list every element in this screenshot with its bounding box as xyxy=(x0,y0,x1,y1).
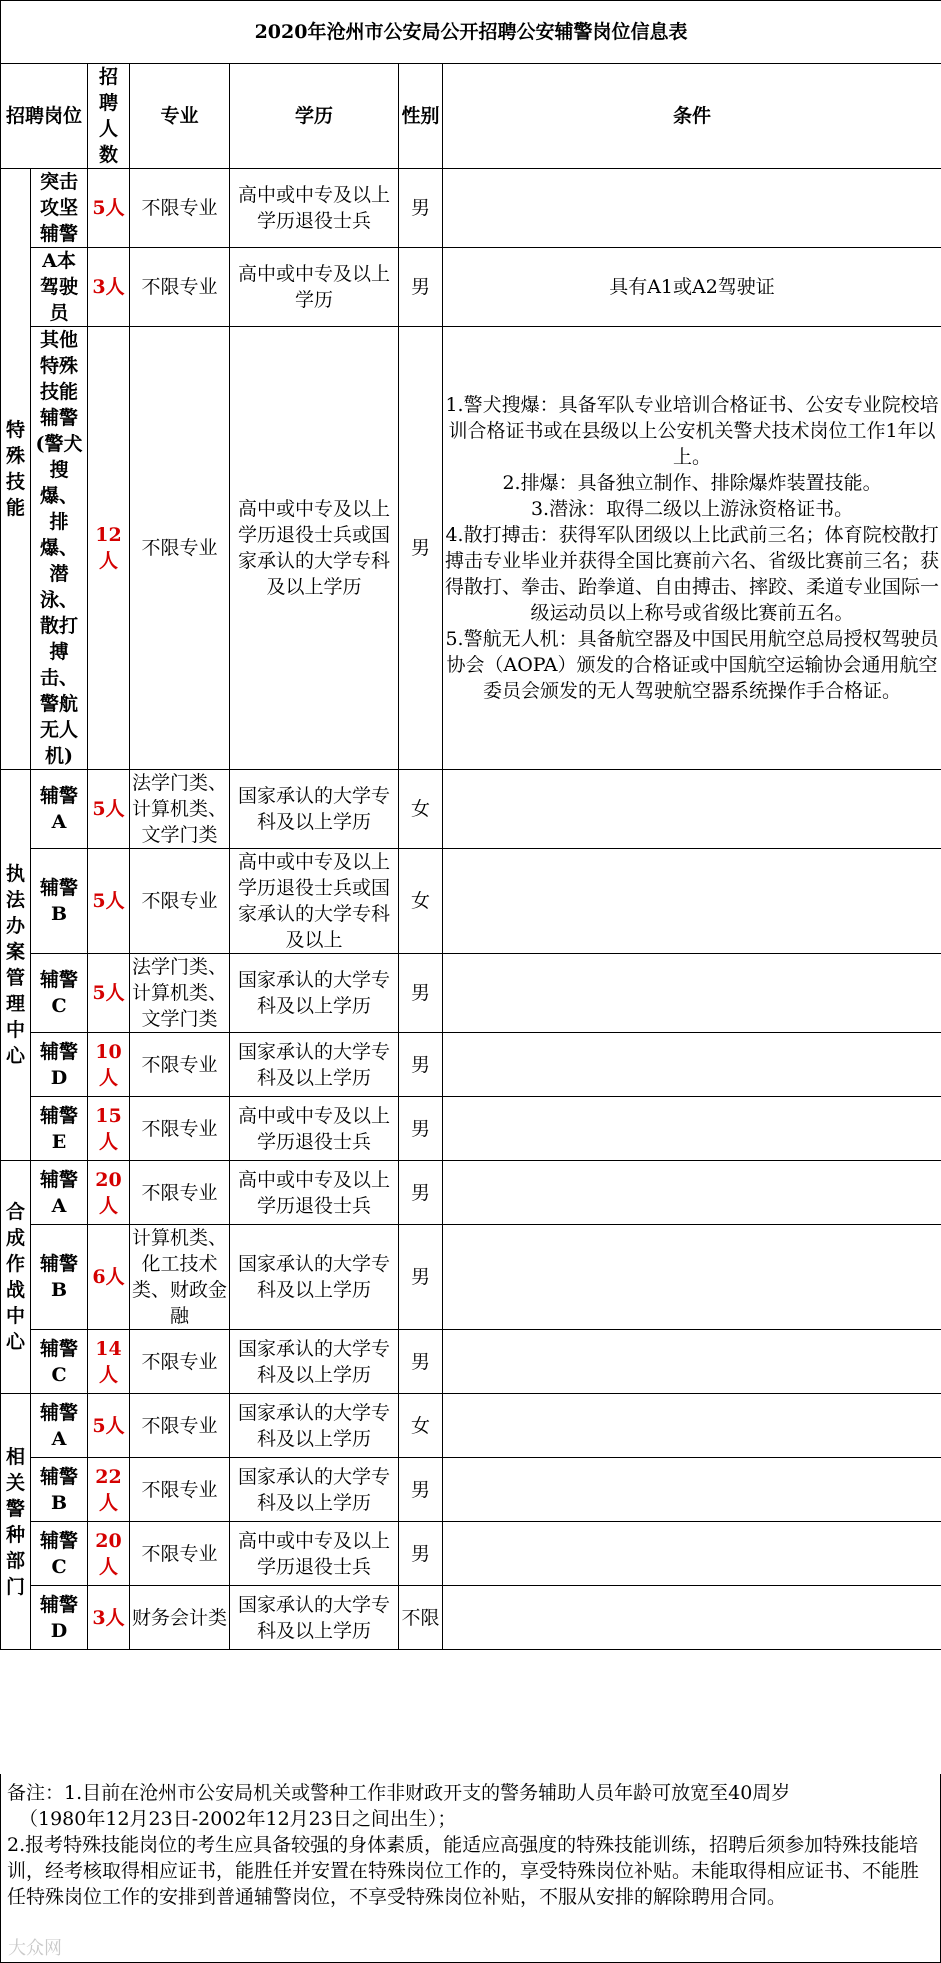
table-row xyxy=(1,327,941,770)
education-cell: 国家承认的大学专科及以上学历 xyxy=(230,954,399,1033)
major-cell: 不限专业 xyxy=(130,1033,230,1097)
table-row xyxy=(1,954,941,1033)
major-cell: 不限专业 xyxy=(130,1394,230,1458)
major-cell: 不限专业 xyxy=(130,169,230,248)
condition-item: 1.警犬搜爆：具备军队专业培训合格证书、公安专业院校培训合格证书或在县级以上公安机关警犬技术岗位工作1年以上。 xyxy=(445,394,939,468)
gender-cell: 不限 xyxy=(399,1586,443,1650)
table-row xyxy=(1,849,941,954)
header-condition: 条件 xyxy=(443,64,941,169)
condition-item: 3.潜泳：取得二级以上游泳资格证书。 xyxy=(530,498,854,520)
major-cell: 法学门类、计算机类、文学门类 xyxy=(130,770,230,849)
gender-cell: 女 xyxy=(399,1394,443,1458)
gender-cell: 女 xyxy=(399,849,443,954)
count-cell: 10人 xyxy=(88,1033,130,1097)
group-name: 相关警种部门 xyxy=(1,1394,31,1650)
condition-cell xyxy=(443,1394,941,1458)
condition-cell xyxy=(443,770,941,849)
condition-item: 5.警航无人机：具备航空器及中国民用航空总局授权驾驶员协会（AOPA）颁发的合格证或中国航空运输协会通用航空委员会颁发的无人驾驶航空器系统操作手合格证。 xyxy=(445,628,939,702)
education-cell: 高中或中专及以上学历 xyxy=(230,248,399,327)
condition-cell xyxy=(443,327,941,770)
education-cell: 国家承认的大学专科及以上学历 xyxy=(230,1458,399,1522)
position-cell: A本驾驶员 xyxy=(31,248,88,327)
position-cell: 辅警B xyxy=(31,1225,88,1330)
group-name: 合成作战中心 xyxy=(1,1161,31,1394)
condition-cell xyxy=(443,1161,941,1225)
count-cell: 22人 xyxy=(88,1458,130,1522)
position-cell: 突击攻坚辅警 xyxy=(31,169,88,248)
count-cell: 5人 xyxy=(88,954,130,1033)
education-cell: 国家承认的大学专科及以上学历 xyxy=(230,1586,399,1650)
position-cell: 辅警B xyxy=(31,849,88,954)
table-row xyxy=(1,1033,941,1097)
count-cell: 5人 xyxy=(88,1394,130,1458)
major-cell: 不限专业 xyxy=(130,849,230,954)
condition-cell: 具有A1或A2驾驶证 xyxy=(443,248,941,327)
major-cell: 不限专业 xyxy=(130,327,230,770)
condition-cell xyxy=(443,1330,941,1394)
count-cell: 6人 xyxy=(88,1225,130,1330)
position-cell: 辅警E xyxy=(31,1097,88,1161)
page-title: 2020年沧州市公安局公开招聘公安辅警岗位信息表 xyxy=(1,1,941,64)
condition-item: 4.散打搏击：获得军队团级以上比武前三名；体育院校散打搏击专业毕业并获得全国比赛前六名、省级比赛前三名；获得散打、拳击、跆拳道、自由搏击、摔跤、柔道专业国际一级运动员以上称号或省级比赛前五名。 xyxy=(445,524,940,624)
condition-cell xyxy=(443,169,941,248)
table-row xyxy=(1,1586,941,1650)
count-cell: 3人 xyxy=(88,248,130,327)
education-cell: 国家承认的大学专科及以上学历 xyxy=(230,1033,399,1097)
education-cell: 高中或中专及以上学历退役士兵或国家承认的大学专科及以上 xyxy=(230,849,399,954)
gender-cell: 男 xyxy=(399,1161,443,1225)
gender-cell: 男 xyxy=(399,1458,443,1522)
position-cell: 辅警A xyxy=(31,770,88,849)
gender-cell: 男 xyxy=(399,1225,443,1330)
position-cell: 辅警C xyxy=(31,1330,88,1394)
note-line-1: 备注：1.目前在沧州市公安局机关或警种工作非财政开支的警务辅助人员年龄可放宽至40周岁 xyxy=(7,1782,791,1804)
table-row xyxy=(1,1458,941,1522)
header-position: 招聘岗位 xyxy=(1,64,88,169)
note-line-2: 2.报考特殊技能岗位的考生应具备较强的身体素质，能适应高强度的特殊技能训练，招聘后须参加特殊技能培训，经考核取得相应证书，能胜任并安置在特殊岗位工作的，享受特殊岗位补贴。未能取得相应证书、不能胜任特殊岗位工作的安排到普通辅警岗位，不享受特殊岗位补贴，不服从安排的解除聘用合同。 xyxy=(7,1834,920,1908)
count-cell: 12人 xyxy=(88,327,130,770)
condition-cell xyxy=(443,1522,941,1586)
count-cell: 15人 xyxy=(88,1097,130,1161)
major-cell: 法学门类、计算机类、文学门类 xyxy=(130,954,230,1033)
gender-cell: 女 xyxy=(399,770,443,849)
gender-cell: 男 xyxy=(399,1097,443,1161)
table-row xyxy=(1,1394,941,1458)
education-cell: 国家承认的大学专科及以上学历 xyxy=(230,1330,399,1394)
gender-cell: 男 xyxy=(399,169,443,248)
group-name: 执法办案管理中心 xyxy=(1,770,31,1161)
condition-cell xyxy=(443,954,941,1033)
position-cell: 辅警C xyxy=(31,954,88,1033)
condition-item: 2.排爆：具备独立制作、排除爆炸装置技能。 xyxy=(502,472,882,494)
position-cell: 其他特殊技能辅警(警犬搜爆、排爆、潜泳、散打搏击、警航无人机) xyxy=(31,327,88,770)
header-education: 学历 xyxy=(230,64,399,169)
header-count: 招聘人数 xyxy=(88,64,130,169)
group-name: 特殊技能 xyxy=(1,169,31,770)
education-cell: 高中或中专及以上学历退役士兵 xyxy=(230,169,399,248)
gender-cell: 男 xyxy=(399,1033,443,1097)
header-gender: 性别 xyxy=(399,64,443,169)
condition-cell xyxy=(443,1033,941,1097)
count-cell: 20人 xyxy=(88,1161,130,1225)
note-line-1b: （1980年12月23日-2002年12月23日之间出生）； xyxy=(19,1808,457,1830)
position-cell: 辅警A xyxy=(31,1161,88,1225)
education-cell: 高中或中专及以上学历退役士兵 xyxy=(230,1522,399,1586)
condition-cell xyxy=(443,1458,941,1522)
gender-cell: 男 xyxy=(399,327,443,770)
notes-section xyxy=(0,1774,941,1963)
education-cell: 国家承认的大学专科及以上学历 xyxy=(230,770,399,849)
gender-cell: 男 xyxy=(399,1522,443,1586)
education-cell: 高中或中专及以上学历退役士兵 xyxy=(230,1097,399,1161)
count-cell: 20人 xyxy=(88,1522,130,1586)
table-row xyxy=(1,1225,941,1330)
condition-cell xyxy=(443,1225,941,1330)
table-row xyxy=(1,169,941,248)
education-cell: 高中或中专及以上学历退役士兵 xyxy=(230,1161,399,1225)
table-row xyxy=(1,1161,941,1225)
count-cell: 14人 xyxy=(88,1330,130,1394)
count-cell: 5人 xyxy=(88,169,130,248)
major-cell: 财务会计类 xyxy=(130,1586,230,1650)
major-cell: 计算机类、化工技术类、财政金融 xyxy=(130,1225,230,1330)
count-cell: 3人 xyxy=(88,1586,130,1650)
header-major: 专业 xyxy=(130,64,230,169)
major-cell: 不限专业 xyxy=(130,248,230,327)
position-cell: 辅警D xyxy=(31,1586,88,1650)
major-cell: 不限专业 xyxy=(130,1522,230,1586)
table-row xyxy=(1,770,941,849)
education-cell: 高中或中专及以上学历退役士兵或国家承认的大学专科及以上学历 xyxy=(230,327,399,770)
condition-cell xyxy=(443,849,941,954)
major-cell: 不限专业 xyxy=(130,1458,230,1522)
position-cell: 辅警D xyxy=(31,1033,88,1097)
condition-cell xyxy=(443,1097,941,1161)
count-cell: 5人 xyxy=(88,770,130,849)
major-cell: 不限专业 xyxy=(130,1330,230,1394)
gender-cell: 男 xyxy=(399,1330,443,1394)
gender-cell: 男 xyxy=(399,248,443,327)
table-row xyxy=(1,1522,941,1586)
major-cell: 不限专业 xyxy=(130,1097,230,1161)
education-cell: 国家承认的大学专科及以上学历 xyxy=(230,1225,399,1330)
count-cell: 5人 xyxy=(88,849,130,954)
table-row xyxy=(1,1330,941,1394)
table-row xyxy=(1,248,941,327)
condition-cell xyxy=(443,1586,941,1650)
watermark-logo: 大众网 xyxy=(8,1938,62,1959)
position-cell: 辅警A xyxy=(31,1394,88,1458)
education-cell: 国家承认的大学专科及以上学历 xyxy=(230,1394,399,1458)
position-cell: 辅警B xyxy=(31,1458,88,1522)
gender-cell: 男 xyxy=(399,954,443,1033)
position-cell: 辅警C xyxy=(31,1522,88,1586)
table-row xyxy=(1,1097,941,1161)
major-cell: 不限专业 xyxy=(130,1161,230,1225)
